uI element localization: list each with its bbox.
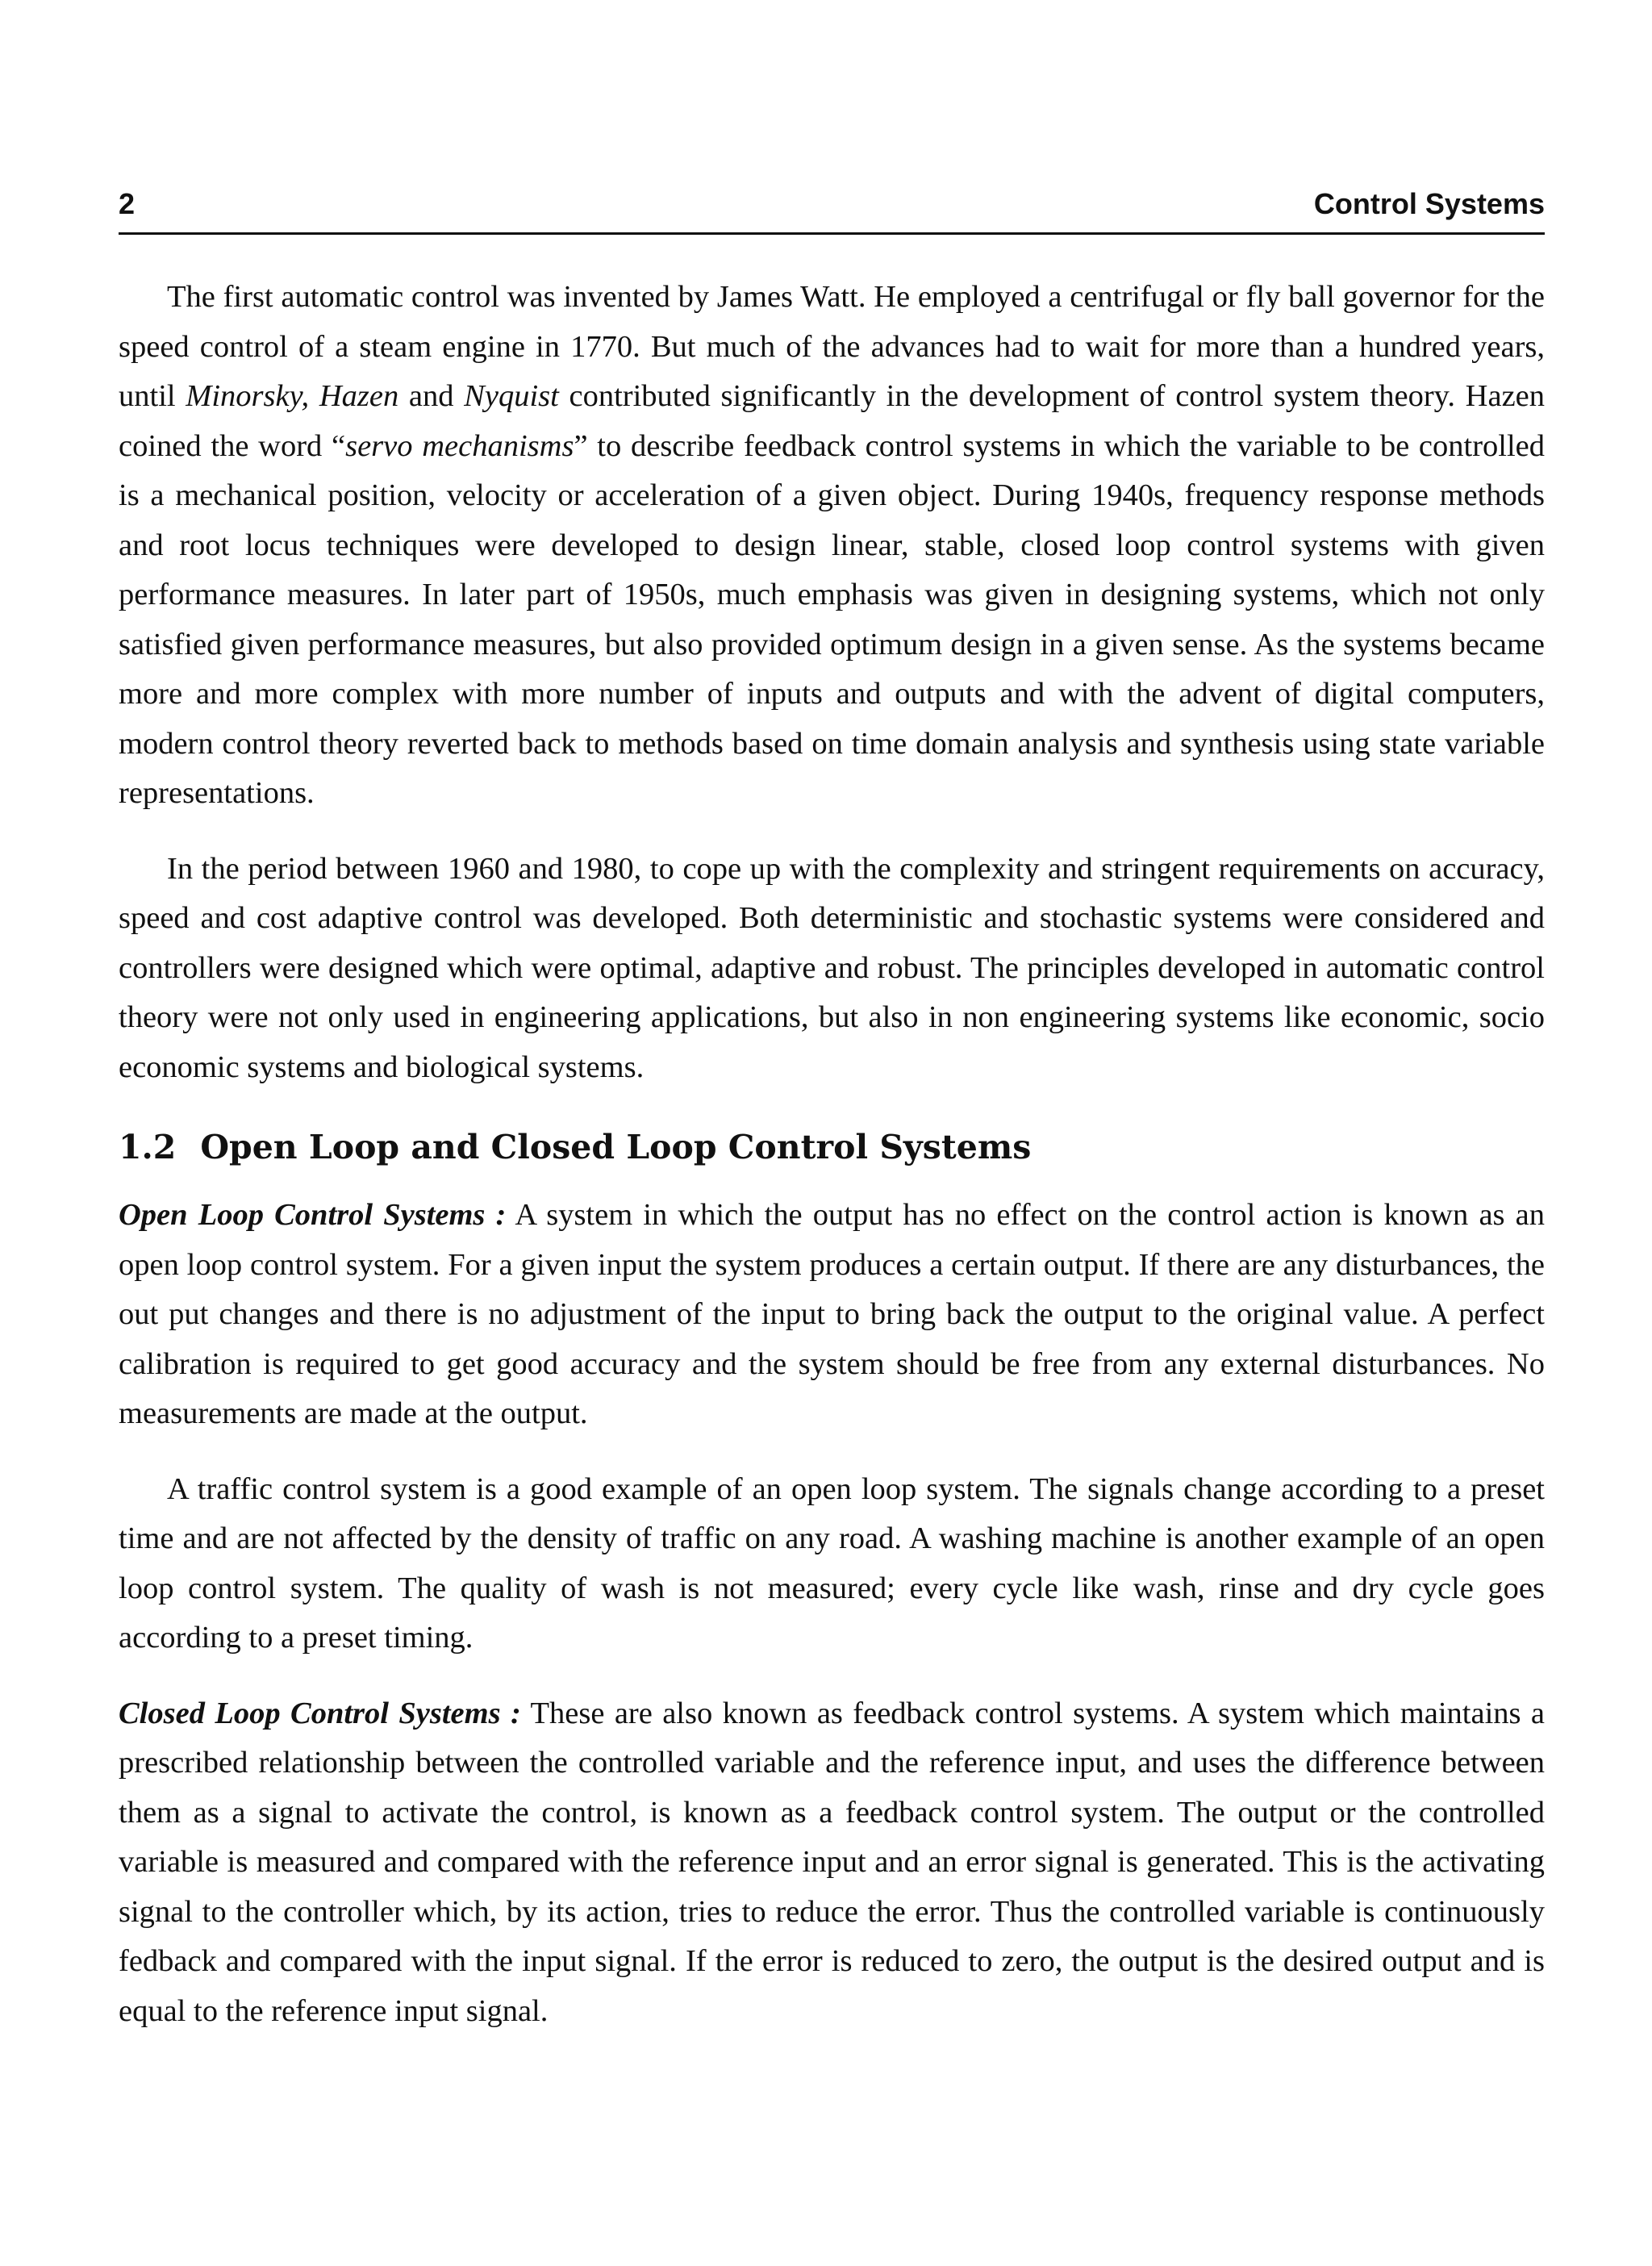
name-minorsky: Minorsky, (186, 379, 310, 413)
section-number: 1.2 (119, 1128, 177, 1166)
paragraph-open-loop (119, 1191, 1545, 1439)
paragraph-1960-1980: In the period between 1960 and 1980, to cope up with the complexity and stringent requirements on accuracy, speed and cost adaptive control was developed. Both deterministic and stochastic systems were considered and controllers were designed which were optimal, adaptive and robust. The principles developed in automatic control theory were not only used in engineering applications, but also in non engineering systems like economic, socio economic systems and biological systems. (119, 851, 1545, 1084)
paragraph-history-text-3: contributed significantly in the development of control system theory. Hazen coined the word “ (119, 379, 1546, 463)
name-hazen: Hazen (319, 379, 399, 413)
paragraph-open-loop-examples: A traffic control system is a good example of an open loop system. The signals change according to a preset time and are not affected by the density of traffic on any road. A washing machine is another example of an open loop control system. The quality of wash is not measured; every cycle like wash, rinse and dry cycle goes according to a preset timing. (119, 1471, 1545, 1655)
paragraph-history-text-4: ” to describe feedback control systems in which the variable to be controlled is a mechanical position, velocity or acceleration of a given object. During 1940s, frequency response methods and root locus techniques were developed to design linear, stable, closed loop control systems with given performance measures. In later part of 1950s, much emphasis was given in designing systems, which not only satisfied given performance measures, but also provided optimum design in a given sense. As the systems became more and more complex with more number of inputs and outputs and with the advent of digital computers, modern control theory reverted back to methods based on time domain analysis and synthesis using state variable representations. (119, 428, 1546, 810)
open-loop-text: A system in which the output has no effect on the control action is known as an open loop control system. For a given input the system produces a certain output. If there are any disturbances, the out put changes and there is no adjustment of the input to bring back the output to the original value. A perfect calibration is required to get good accuracy and the system should be free from any external disturbances. No measurements are made at the output. (119, 1198, 1545, 1430)
page-number: 2 (119, 187, 136, 220)
running-header (119, 187, 1545, 235)
term-servo-mechanisms: servo mechanisms (345, 428, 574, 463)
paragraph-history-text-1: The first automatic control was invented by James Watt. He employed a centrifugal or fly ball governor for the speed control of a steam engine in 1770. But much of the advances had to wait for more than a hundred years, until (119, 280, 1545, 413)
body-text (119, 273, 1545, 2036)
running-title: Control Systems (1313, 187, 1545, 220)
closed-loop-text: These are also known as feedback control systems. A system which maintains a prescribed relationship between the controlled variable and the reference input, and uses the difference between them as a signal to activate the control, is known as a feedback control system. The output or the controlled variable is measured and compared with the reference input and an error signal is generated. This is the activating signal to the controller which, by its action, tries to reduce the error. Thus the controlled variable is continuously fedback and compared with the input signal. If the error is reduced to zero, the output is the desired output and is equal to the reference input signal. (119, 1696, 1545, 2028)
name-nyquist: Nyquist (464, 379, 559, 413)
section-heading (119, 1126, 1545, 1168)
section-title: Open Loop and Closed Loop Control Systems (200, 1128, 1032, 1166)
book-page (119, 0, 1545, 2266)
open-loop-label: Open Loop Control Systems : (119, 1198, 507, 1232)
closed-loop-label: Closed Loop Control Systems : (119, 1696, 521, 1730)
paragraph-history (119, 273, 1545, 819)
paragraph-closed-loop (119, 1689, 1545, 2037)
paragraph-history-text-2: and (398, 379, 465, 413)
